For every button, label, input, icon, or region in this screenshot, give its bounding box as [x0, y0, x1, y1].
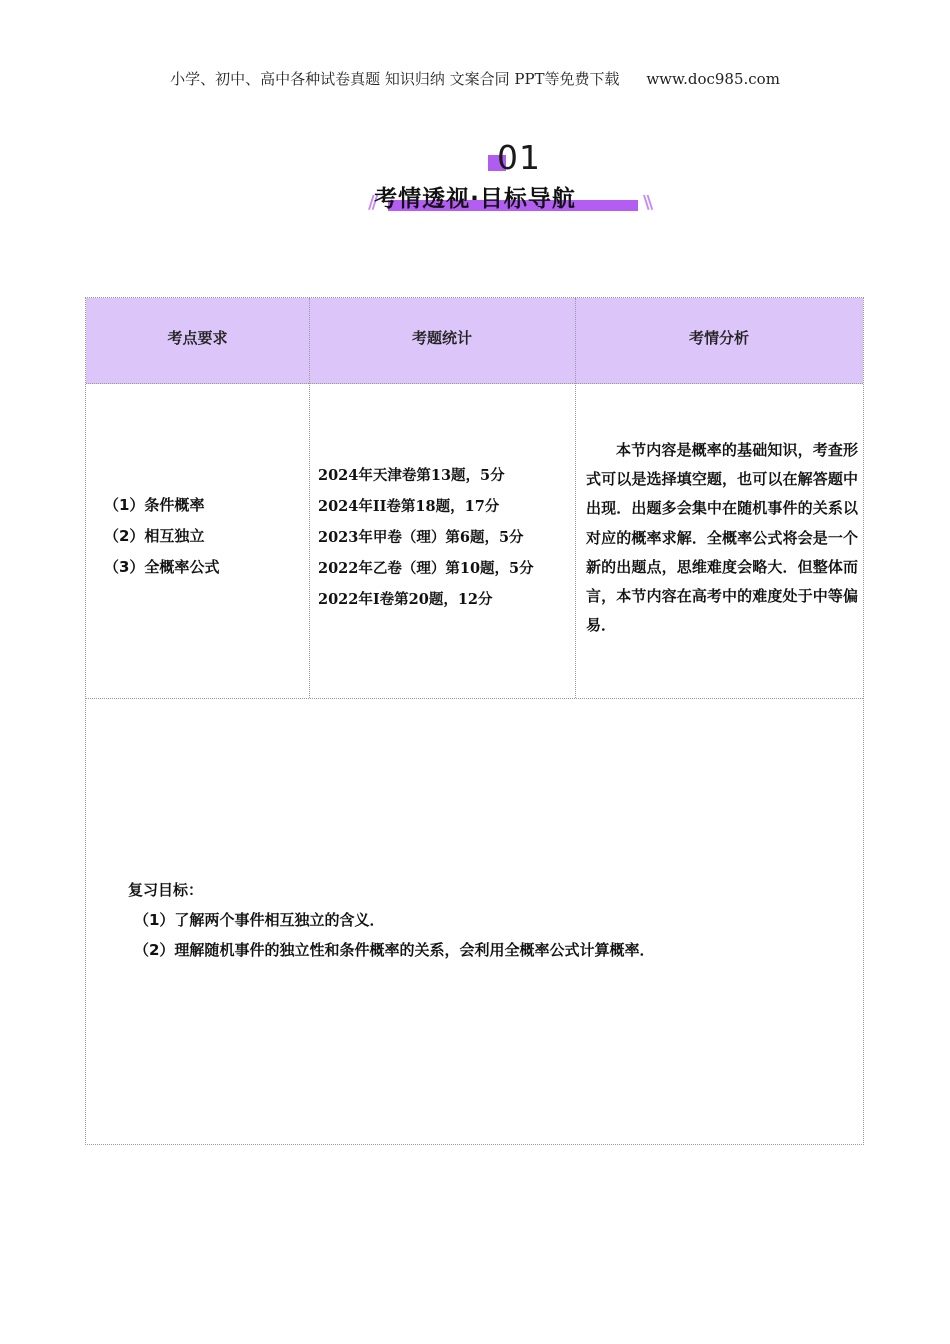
- exam-stat-item: 2024年天津卷第13题，5分: [318, 467, 505, 484]
- header-site-link[interactable]: www.doc985.com: [646, 70, 780, 88]
- exam-stat-item: 2022年I卷第20题，12分: [318, 591, 493, 608]
- header-text: 小学、初中、高中各种试卷真题 知识归纳 文案合同 PPT等免费下载: [170, 70, 620, 88]
- review-goal-item: （2）理解随机事件的独立性和条件概率的关系，会利用全概率公式计算概率．: [134, 941, 655, 959]
- column-divider: [309, 298, 310, 698]
- header-cell-analysis: 考情分析: [688, 329, 749, 347]
- header-cell-points: 考点要求: [167, 329, 228, 347]
- row-divider: [86, 698, 863, 699]
- exam-point-item: （2）相互独立: [104, 527, 205, 545]
- column-divider: [575, 298, 576, 698]
- exam-point-item: （1）条件概率: [104, 496, 205, 514]
- section-title: 考情透视·目标导航: [374, 186, 576, 212]
- slash-decoration-right: \\: [643, 192, 651, 213]
- exam-points-list: [104, 490, 219, 583]
- exam-stats-list: [318, 460, 534, 615]
- page-header: [0, 68, 950, 89]
- section-number: 01: [497, 138, 541, 177]
- exam-stat-item: 2024年II卷第18题，17分: [318, 498, 500, 515]
- exam-point-item: （3）全概率公式: [104, 558, 220, 576]
- review-goals: [128, 875, 654, 965]
- review-goal-item: （1）了解两个事件相互独立的含义．: [134, 911, 385, 929]
- exam-stat-item: 2023年甲卷（理）第6题，5分: [318, 529, 524, 546]
- exam-stat-item: 2022年乙卷（理）第10题，5分: [318, 560, 534, 577]
- slash-decoration-left: //: [368, 192, 376, 213]
- review-goals-title: 复习目标：: [128, 881, 204, 899]
- table-header-row: [86, 298, 863, 384]
- header-cell-stats: 考题统计: [411, 329, 472, 347]
- exam-analysis-cell: [586, 436, 858, 640]
- analysis-paragraph: 本节内容是概率的基础知识，考查形式可以是选择填空题，也可以在解答题中出现．出题多会集中在随机事件的关系以对应的概率求解．全概率公式将会是一个新的出题点，思维难度会略大．但整体而言，本节内容在高考中的难度处于中等偏易．: [586, 441, 858, 635]
- exam-analysis-table: [85, 297, 864, 1145]
